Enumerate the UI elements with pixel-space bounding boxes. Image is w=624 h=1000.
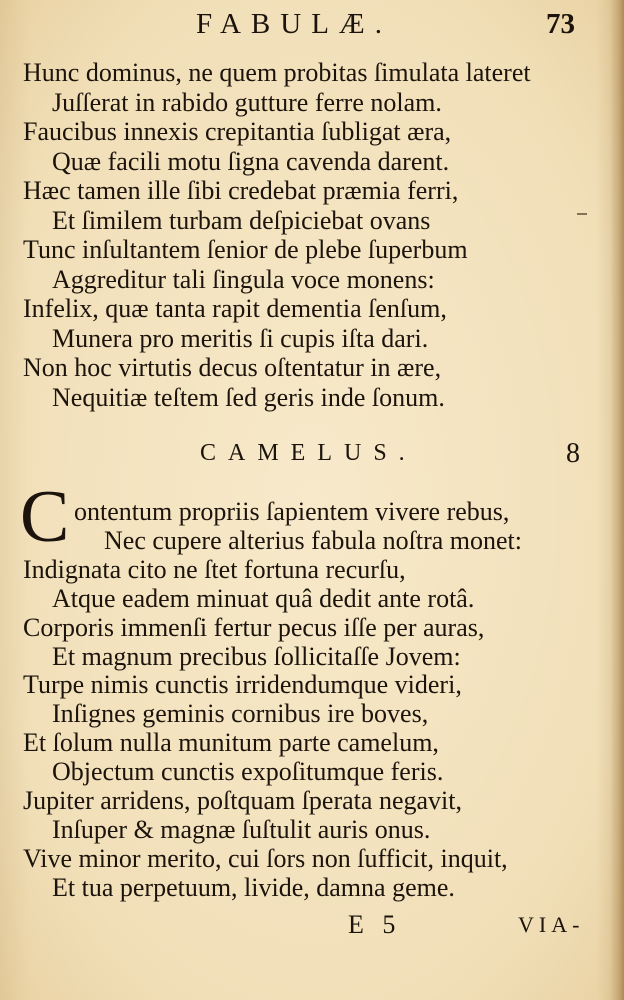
fable-title: CAMELUS. <box>200 440 417 466</box>
running-head <box>0 6 624 46</box>
verse-line: Nec cupere alterius fabula noſtra monet: <box>104 525 522 555</box>
verse-line: Quæ facili motu ſigna cavenda darent. <box>52 146 450 176</box>
verse-line: Juſſerat in rabido gutture ferre nolam. <box>52 87 442 117</box>
verse-line: Jupiter arridens, poſtquam ſperata negavit, <box>23 786 462 816</box>
signature-mark: E 5 <box>348 910 402 939</box>
verse-line: Turpe nimis cunctis irridendumque videri, <box>23 670 462 700</box>
verse-line: Et magnum precibus ſollicitaſſe Jovem: <box>52 641 461 671</box>
verse-line: Non hoc virtutis decus oſtentatur in ære, <box>23 353 442 382</box>
verse-line: Tunc inſultantem ſenior de plebe ſuperbum <box>23 235 468 264</box>
page-number: 73 <box>546 8 575 40</box>
verse-line: Atque eadem minuat quâ dedit ante rotâ. <box>52 583 475 613</box>
verse-line: Hæc tamen ille ſibi credebat præmia ferri, <box>23 176 459 205</box>
footer-line <box>0 910 624 950</box>
verse-line: Indignata cito ne ſtet fortuna recurſu, <box>23 554 406 584</box>
verse-line: Vive minor merito, cui ſors non ſufficit, inquit, <box>23 843 508 873</box>
catchword: VIA- <box>518 912 585 937</box>
verse-line: Et ſimilem turbam deſpiciebat ovans <box>52 205 431 235</box>
verse-line: Nequitiæ teſtem ſed geris inde ſonum. <box>52 382 445 412</box>
verse-line: Inſuper & magnæ ſuſtulit auris onus. <box>52 814 431 844</box>
verse-line: Objectum cunctis expoſitumque feris. <box>52 757 444 787</box>
verse-line: Faucibus innexis crepitantia ſubligat æra, <box>23 117 452 146</box>
drop-cap: C <box>20 476 70 558</box>
fable-camelus <box>0 440 624 903</box>
verse-line: ontentum propriis ſapientem vivere rebus, <box>74 497 510 526</box>
running-head-title: FABULÆ. <box>196 8 392 40</box>
fable-verses-continued <box>0 58 624 412</box>
verse-line: Corporis immenſi fertur pecus iſſe per auras, <box>23 612 485 642</box>
verse-line: Infelix, quæ tanta rapit dementia ſenſum, <box>23 294 447 323</box>
verse-line: Inſignes geminis cornibus ire boves, <box>52 699 429 729</box>
verse-line: Hunc dominus, ne quem probitas ſimulata lateret <box>23 58 531 87</box>
verse-line: Et tua perpetuum, livide, damna geme. <box>52 872 455 902</box>
fable-number: 8 <box>566 438 580 469</box>
verse-line: Munera pro meritis ſi cupis iſta dari. <box>52 323 429 353</box>
margin-dash-mark <box>577 213 587 215</box>
verse-line: Et ſolum nulla munitum parte camelum, <box>23 728 439 758</box>
verse-line: Aggreditur tali ſingula voce monens: <box>52 264 435 294</box>
